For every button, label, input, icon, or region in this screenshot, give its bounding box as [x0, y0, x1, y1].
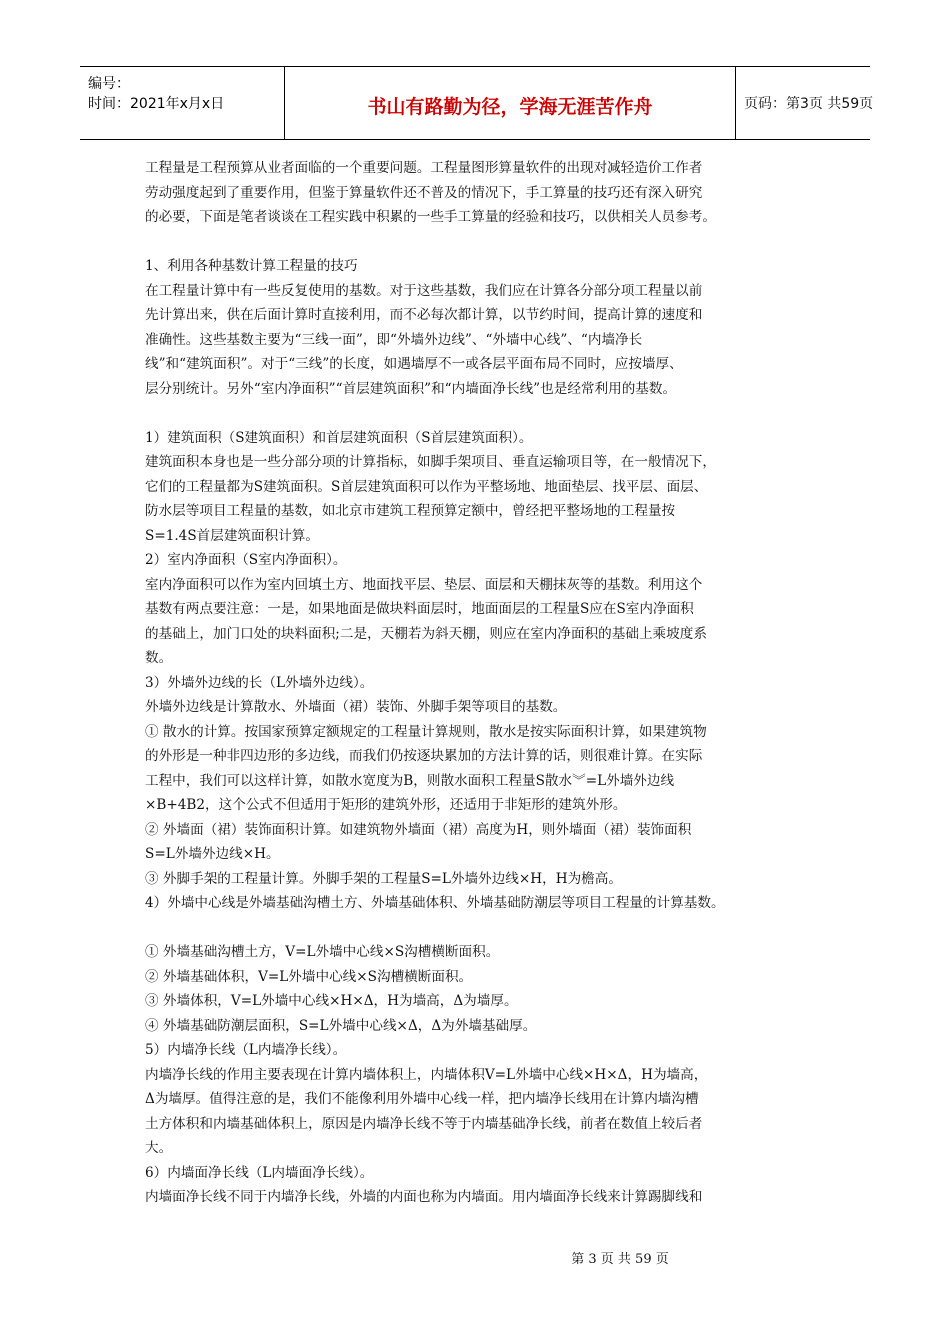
paragraph-gap — [145, 916, 825, 941]
text-line: 1、利用各种基数计算工程量的技巧 — [145, 258, 358, 274]
text-line: 室内净面积可以作为室内回填土方、地面找平层、垫层、面层和天棚抹灰等的基数。利用这个 — [145, 576, 703, 593]
text-line: 先计算出来，供在后面计算时直接利用，而不必每次都计算，以节约时间，提高计算的速度和 — [145, 307, 703, 323]
text-line: 数。 — [145, 650, 173, 666]
text-line: 的外形是一种非四边形的多边线，而我们仍按逐块累加的方法计算的话，则很难计算。在实际 — [145, 748, 703, 764]
text-line: ③ 外墙体积，V=L外墙中心线×H×Δ，H为墙高，Δ为墙厚。 — [145, 993, 518, 1009]
text-line: 线”和“建筑面积”。对于“三线”的长度，如遇墙厚不一或各层平面布局不同时，应按墙厚、 — [145, 356, 683, 372]
text-line: 防水层等项目工程量的基数，如北京市建筑工程预算定额中，曾经把平整场地的工程量按 — [145, 503, 676, 519]
text-line: 准确性。这些基数主要为“三线一面”，即“外墙外边线”、“外墙中心线”、“内墙净长 — [145, 331, 643, 348]
header-page-cell — [736, 67, 874, 139]
header-slogan-cell — [284, 67, 736, 139]
text-line: ③ 外脚手架的工程量计算。外脚手架的工程量S=L外墙外边线×H，H为檐高。 — [145, 870, 622, 887]
text-line: 6）内墙面净长线（L内墙面净长线）。 — [145, 1164, 374, 1181]
text-line: 内墙净长线的作用主要表现在计算内墙体积上，内墙体积V=L外墙中心线×H×Δ，H为墙高， — [145, 1066, 708, 1083]
text-line: ① 散水的计算。按国家预算定额规定的工程量计算规则，散水是按实际面积计算，如果建筑物 — [145, 723, 707, 740]
text-line: S=L外墙外边线×H。 — [145, 846, 280, 862]
page-header — [80, 66, 874, 140]
text-line: 土方体积和内墙基础体积上，原因是内墙净长线不等于内墙基础净长线，前者在数值上较后者 — [145, 1115, 703, 1132]
document-body — [145, 156, 825, 1210]
text-line: 2）室内净面积（S室内净面积）。 — [145, 552, 347, 568]
document-date-label: 时间：2021年x月x日 — [88, 96, 225, 112]
header-page-code: 页码：第3页 共59页 — [744, 96, 874, 112]
text-line: 在工程量计算中有一些反复使用的基数。对于这些基数，我们应在计算各分部分项工程量以前 — [145, 282, 703, 299]
text-line: 的必要，下面是笔者谈谈在工程实践中积累的一些手工算量的经验和技巧，以供相关人员参考。 — [145, 209, 716, 225]
text-line: 劳动强度起到了重要作用，但鉴于算量软件还不普及的情况下，手工算量的技巧还有深入研究 — [145, 184, 703, 201]
text-line: 工程中，我们可以这样计算，如散水宽度为B，则散水面积工程量S散水︾=L外墙外边线 — [145, 772, 675, 789]
text-line: ② 外墙面（裙）装饰面积计算。如建筑物外墙面（裙）高度为H，则外墙面（裙）装饰面积 — [145, 821, 692, 838]
text-line: 它们的工程量都为S建筑面积。S首层建筑面积可以作为平整场地、地面垫层、找平层、面层、 — [145, 478, 708, 495]
text-line: 4）外墙中心线是外墙基础沟槽土方、外墙基础体积、外墙基础防潮层等项目工程量的计算基数。 — [145, 895, 725, 911]
text-line: 基数有两点要注意：一是，如果地面是做块料面层时，地面面层的工程量S应在S室内净面积 — [145, 601, 694, 617]
text-line: ④ 外墙基础防潮层面积，S=L外墙中心线×Δ，Δ为外墙基础厚。 — [145, 1017, 537, 1034]
paragraph-gap — [145, 401, 825, 426]
text-line: 大。 — [145, 1140, 173, 1156]
text-line: 内墙面净长线不同于内墙净长线，外墙的内面也称为内墙面。用内墙面净长线来计算踢脚线和 — [145, 1189, 703, 1205]
text-line: Δ为墙厚。值得注意的是，我们不能像利用外墙中心线一样，把内墙净长线用在计算内墙沟槽 — [145, 1091, 699, 1107]
header-info-cell — [80, 67, 284, 139]
page-footer: 第 3 页 共 59 页 — [571, 1252, 669, 1267]
text-line: 工程量是工程预算从业者面临的一个重要问题。工程量图形算量软件的出现对减轻造价工作者 — [145, 160, 703, 176]
text-line: S=1.4S首层建筑面积计算。 — [145, 527, 319, 544]
text-line: 1）建筑面积（S建筑面积）和首层建筑面积（S首层建筑面积）。 — [145, 429, 533, 446]
text-line: ① 外墙基础沟槽土方，V=L外墙中心线×S沟槽横断面积。 — [145, 944, 500, 960]
text-line: ×B+4B2，这个公式不但适用于矩形的建筑外形，还适用于非矩形的建筑外形。 — [145, 797, 627, 813]
text-line: 5）内墙净长线（L内墙净长线）。 — [145, 1042, 347, 1058]
text-line: 建筑面积本身也是一些分部分项的计算指标，如脚手架项目、垂直运输项目等，在一般情况下， — [145, 454, 716, 470]
text-line: 层分别统计。另外“室内净面积”“首层建筑面积”和“内墙面净长线”也是经常利用的基数。 — [145, 380, 677, 397]
text-line: 的基础上，加门口处的块料面积;二是，天棚若为斜天棚，则应在室内净面积的基础上乘坡度系 — [145, 625, 707, 642]
text-line: ② 外墙基础体积，V=L外墙中心线×S沟槽横断面积。 — [145, 968, 473, 985]
text-line: 3）外墙外边线的长（L外墙外边线）。 — [145, 674, 374, 691]
document-code-label: 编号： — [88, 76, 130, 92]
text-line: 外墙外边线是计算散水、外墙面（裙）装饰、外脚手架等项目的基数。 — [145, 699, 567, 715]
header-slogan: 书山有路勤为径，学海无涯苦作舟 — [367, 96, 653, 118]
paragraph-gap — [145, 230, 825, 255]
